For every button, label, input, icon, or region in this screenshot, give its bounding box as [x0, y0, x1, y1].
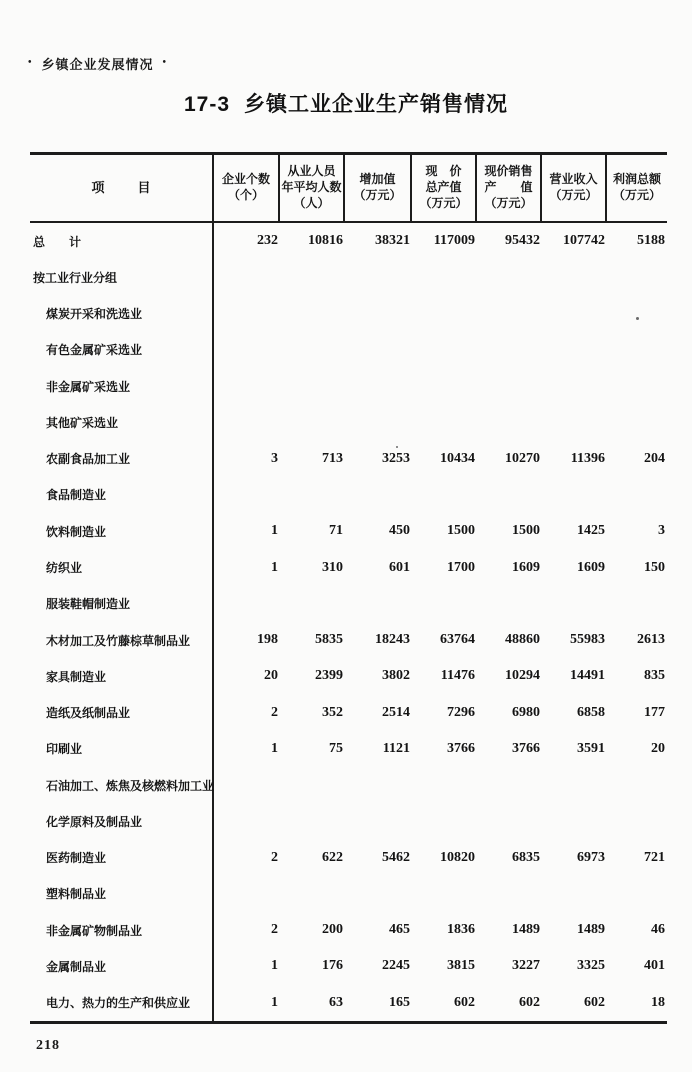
speck-dot	[636, 317, 639, 320]
column-header	[477, 155, 542, 221]
table-cell: 3253	[382, 450, 410, 466]
table-cell	[607, 767, 667, 803]
table-cell: 6980	[512, 704, 540, 720]
table-cell	[477, 368, 542, 404]
table-cell: 3591	[577, 740, 605, 756]
table-cell: 352	[322, 704, 343, 720]
table-cell	[412, 803, 477, 839]
table-cell: 46	[651, 922, 665, 938]
table-cell	[214, 404, 280, 440]
table-cell: 1	[271, 559, 278, 575]
table-cell: 11476	[440, 668, 475, 684]
table-cell: 1700	[447, 559, 475, 575]
table-cell: 602	[584, 994, 605, 1010]
table-cell	[345, 803, 412, 839]
table-cell	[280, 332, 345, 368]
row-label-text: 按工业行业分组	[33, 270, 118, 285]
table-cell: 1	[271, 958, 278, 974]
table-row	[30, 876, 667, 912]
row-label-text: 总 计	[33, 234, 82, 249]
table-cell: 200	[322, 922, 343, 938]
page-title	[0, 88, 692, 118]
table-cell: 2	[271, 849, 278, 865]
column-header-line: 年平均人数	[281, 180, 342, 195]
row-label	[30, 549, 214, 585]
table-cell: 5188	[637, 233, 665, 249]
table-cell	[542, 477, 607, 513]
table-cell: 3	[658, 523, 665, 539]
row-label	[30, 223, 214, 259]
row-label-text: 非金属矿物制品业	[46, 923, 143, 938]
row-label-text: 化学原料及制品业	[46, 814, 143, 829]
row-label	[30, 586, 214, 622]
row-label	[30, 731, 214, 767]
table-cell	[477, 259, 542, 295]
row-label-text: 木材加工及竹藤棕草制品业	[46, 633, 191, 648]
table-cell	[477, 876, 542, 912]
row-label	[30, 948, 214, 984]
table-row	[30, 912, 667, 948]
table-cell	[542, 876, 607, 912]
table-cell: 1609	[577, 559, 605, 575]
table-cell: 10270	[505, 450, 540, 466]
row-label	[30, 368, 214, 404]
row-label	[30, 296, 214, 332]
table-cell: 1500	[512, 523, 540, 539]
table-row	[30, 513, 667, 549]
table-cell: 1121	[382, 740, 410, 756]
table-cell	[607, 477, 667, 513]
table-cell: 1	[271, 740, 278, 756]
table-cell	[280, 767, 345, 803]
table-cell	[412, 767, 477, 803]
row-label	[30, 840, 214, 876]
production-sales-table	[30, 152, 667, 1024]
table-cell: 20	[264, 668, 278, 684]
table-row	[30, 477, 667, 513]
column-header-line: （个）	[227, 188, 264, 202]
table-cell: 310	[322, 559, 343, 575]
row-label	[30, 767, 214, 803]
table-cell	[280, 477, 345, 513]
table-cell	[280, 803, 345, 839]
table-cell	[345, 259, 412, 295]
table-cell: 10434	[440, 450, 475, 466]
table-header-row	[30, 155, 667, 223]
table-cell: 204	[644, 450, 665, 466]
table-cell	[542, 332, 607, 368]
table-row	[30, 586, 667, 622]
table-cell	[477, 803, 542, 839]
table-cell	[607, 876, 667, 912]
table-cell	[345, 332, 412, 368]
table-cell: 11396	[570, 450, 605, 466]
table-cell	[280, 876, 345, 912]
row-label-text: 有色金属矿采选业	[46, 343, 143, 358]
row-label	[30, 404, 214, 440]
column-header-line: （人）	[293, 195, 330, 210]
table-cell: 721	[644, 849, 665, 865]
table-cell: 5835	[315, 632, 343, 648]
section-note	[28, 54, 167, 73]
table-cell	[280, 404, 345, 440]
row-label	[30, 441, 214, 477]
bullet-decoration: •	[162, 56, 168, 68]
table-cell: 622	[322, 849, 343, 865]
table-cell: 713	[322, 450, 343, 466]
table-cell: 1489	[577, 922, 605, 938]
row-label-text: 农副食品加工业	[46, 452, 131, 467]
table-cell	[412, 259, 477, 295]
table-cell	[477, 586, 542, 622]
table-row	[30, 948, 667, 984]
table-cell	[214, 767, 280, 803]
table-cell: 18243	[375, 632, 410, 648]
table-cell	[214, 296, 280, 332]
table-cell	[214, 803, 280, 839]
table-cell: 6835	[512, 849, 540, 865]
table-cell: 2245	[382, 958, 410, 974]
table-cell	[607, 259, 667, 295]
column-header-line: 增加值	[359, 172, 396, 187]
row-label-text: 饮料制造业	[46, 524, 107, 539]
column-header-line: 营业收入	[549, 172, 598, 187]
column-header	[542, 155, 607, 221]
table-cell	[214, 259, 280, 295]
table-cell: 2613	[637, 632, 665, 648]
speck-dot	[396, 446, 398, 448]
table-cell: 176	[322, 958, 343, 974]
column-header-line: （万元）	[484, 195, 533, 210]
row-label-text: 塑料制品业	[46, 887, 107, 902]
row-label-text: 造纸及纸制品业	[46, 706, 131, 721]
table-cell: 63764	[440, 632, 475, 648]
table-cell: 1609	[512, 559, 540, 575]
row-label-text: 家具制造业	[46, 669, 107, 684]
table-cell: 1836	[447, 922, 475, 938]
table-cell: 3815	[447, 958, 475, 974]
row-label	[30, 259, 214, 295]
section-note-text: 乡镇企业发展情况	[41, 57, 154, 72]
item-column-header	[30, 155, 214, 221]
table-row	[30, 332, 667, 368]
table-cell: 63	[329, 994, 343, 1010]
table-cell	[542, 803, 607, 839]
table-cell	[345, 876, 412, 912]
column-header	[280, 155, 345, 221]
table-cell	[345, 296, 412, 332]
bullet-decoration: •	[28, 56, 33, 68]
table-cell: 48860	[505, 632, 540, 648]
column-header-line: 利润总额	[612, 172, 661, 187]
table-cell: 1489	[512, 922, 540, 938]
column-header	[607, 155, 667, 221]
table-cell: 835	[644, 668, 665, 684]
table-cell: 1425	[577, 523, 605, 539]
table-cell: 75	[329, 740, 343, 756]
table-row	[30, 259, 667, 295]
row-label-text: 食品制造业	[46, 488, 107, 503]
table-cell: 95432	[505, 233, 540, 249]
table-cell: 3766	[447, 740, 475, 756]
table-cell: 401	[644, 958, 665, 974]
row-label	[30, 803, 214, 839]
table-cell	[214, 586, 280, 622]
table-cell: 55983	[570, 632, 605, 648]
row-label-text: 其他矿采选业	[46, 415, 119, 430]
table-cell: 198	[257, 632, 278, 648]
table-cell: 232	[257, 233, 278, 249]
table-title-text: 乡镇工业企业生产销售情况	[244, 93, 509, 116]
table-cell: 7296	[447, 704, 475, 720]
table-cell	[412, 368, 477, 404]
table-row	[30, 296, 667, 332]
row-label	[30, 912, 214, 948]
table-cell	[214, 477, 280, 513]
table-cell: 177	[644, 704, 665, 720]
table-cell: 602	[519, 994, 540, 1010]
table-cell: 1500	[447, 523, 475, 539]
table-cell: 107742	[563, 233, 605, 249]
row-label-text: 金属制品业	[46, 959, 107, 974]
table-cell	[345, 586, 412, 622]
table-cell: 20	[651, 740, 665, 756]
table-cell: 10820	[440, 849, 475, 865]
column-header	[214, 155, 280, 221]
table-cell: 3325	[577, 958, 605, 974]
column-header-line: 产 值	[484, 180, 533, 195]
table-cell: 602	[454, 994, 475, 1010]
table-cell	[280, 259, 345, 295]
row-label	[30, 985, 214, 1021]
row-label-text: 非金属矿采选业	[46, 379, 131, 394]
table-cell: 3	[271, 450, 278, 466]
table-cell	[542, 586, 607, 622]
table-row	[30, 731, 667, 767]
table-cell: 601	[389, 559, 410, 575]
table-cell: 3227	[512, 958, 540, 974]
table-cell	[214, 332, 280, 368]
table-cell: 5462	[382, 849, 410, 865]
table-cell	[477, 332, 542, 368]
column-header-line: 从业人员	[287, 164, 336, 179]
table-cell	[542, 296, 607, 332]
table-cell: 6973	[577, 849, 605, 865]
table-cell: 1	[271, 994, 278, 1010]
table-row	[30, 622, 667, 658]
table-cell	[214, 368, 280, 404]
table-cell	[477, 767, 542, 803]
table-cell	[412, 876, 477, 912]
table-row	[30, 840, 667, 876]
column-header	[345, 155, 412, 221]
table-cell	[542, 767, 607, 803]
table-cell: 165	[389, 994, 410, 1010]
row-label	[30, 694, 214, 730]
table-cell	[412, 296, 477, 332]
column-header-line: 现价销售	[484, 164, 533, 179]
table-cell: 14491	[570, 668, 605, 684]
table-cell	[607, 404, 667, 440]
table-cell	[412, 404, 477, 440]
row-label-text: 印刷业	[46, 742, 83, 757]
row-label	[30, 332, 214, 368]
table-cell: 117009	[433, 233, 475, 249]
table-cell	[607, 586, 667, 622]
table-cell	[412, 586, 477, 622]
table-cell: 465	[389, 922, 410, 938]
table-cell	[477, 477, 542, 513]
table-row	[30, 803, 667, 839]
table-row	[30, 694, 667, 730]
column-header-line: 现 价	[425, 164, 462, 179]
table-cell	[345, 767, 412, 803]
table-cell	[542, 259, 607, 295]
table-row	[30, 441, 667, 477]
table-cell	[345, 477, 412, 513]
table-row	[30, 767, 667, 803]
table-cell	[477, 296, 542, 332]
row-label-text: 电力、热力的生产和供应业	[46, 996, 191, 1011]
table-body	[30, 223, 667, 1021]
table-cell: 450	[389, 523, 410, 539]
table-cell: 38321	[375, 233, 410, 249]
table-row	[30, 223, 667, 259]
table-cell	[280, 368, 345, 404]
row-label	[30, 513, 214, 549]
row-label-text: 医药制造业	[46, 851, 107, 866]
row-label	[30, 658, 214, 694]
column-header-line: （万元）	[549, 188, 598, 202]
table-cell: 10816	[308, 233, 343, 249]
table-cell	[214, 876, 280, 912]
column-header	[412, 155, 477, 221]
column-header-line: （万元）	[353, 188, 402, 202]
row-label-text: 石油加工、炼焦及核燃料加工业	[46, 778, 215, 793]
table-cell: 1	[271, 523, 278, 539]
table-cell	[607, 332, 667, 368]
table-cell: 2	[271, 704, 278, 720]
table-cell	[345, 404, 412, 440]
table-cell	[477, 404, 542, 440]
row-label	[30, 477, 214, 513]
table-cell: 150	[644, 559, 665, 575]
table-cell	[607, 296, 667, 332]
row-label-text: 煤炭开采和洗选业	[46, 307, 143, 322]
table-cell: 2	[271, 922, 278, 938]
table-cell	[280, 586, 345, 622]
table-cell	[412, 477, 477, 513]
table-row	[30, 368, 667, 404]
table-cell: 3802	[382, 668, 410, 684]
table-cell	[542, 404, 607, 440]
table-cell	[280, 296, 345, 332]
column-header-line: （万元）	[612, 188, 661, 202]
table-cell: 2514	[382, 704, 410, 720]
table-row	[30, 985, 667, 1021]
table-cell	[607, 803, 667, 839]
table-cell: 2399	[315, 668, 343, 684]
table-number: 17-3	[183, 93, 231, 116]
table-cell	[412, 332, 477, 368]
row-label	[30, 876, 214, 912]
row-label-text: 纺织业	[46, 561, 83, 576]
column-header-line: （万元）	[419, 195, 468, 210]
table-cell: 6858	[577, 704, 605, 720]
item-header-char: 目	[137, 180, 151, 196]
table-cell: 3766	[512, 740, 540, 756]
table-row	[30, 404, 667, 440]
table-row	[30, 658, 667, 694]
table-cell	[345, 368, 412, 404]
page-number: 218	[36, 1038, 60, 1053]
table-cell: 10294	[505, 668, 540, 684]
column-header-line: 企业个数	[221, 172, 270, 187]
column-header-line: 总产值	[425, 180, 462, 195]
row-label-text: 服装鞋帽制造业	[46, 597, 131, 612]
table-cell: 18	[651, 994, 665, 1010]
table-cell	[607, 368, 667, 404]
table-cell: 71	[329, 523, 343, 539]
row-label	[30, 622, 214, 658]
table-row	[30, 549, 667, 585]
table-cell	[542, 368, 607, 404]
item-header-char: 项	[91, 180, 105, 196]
